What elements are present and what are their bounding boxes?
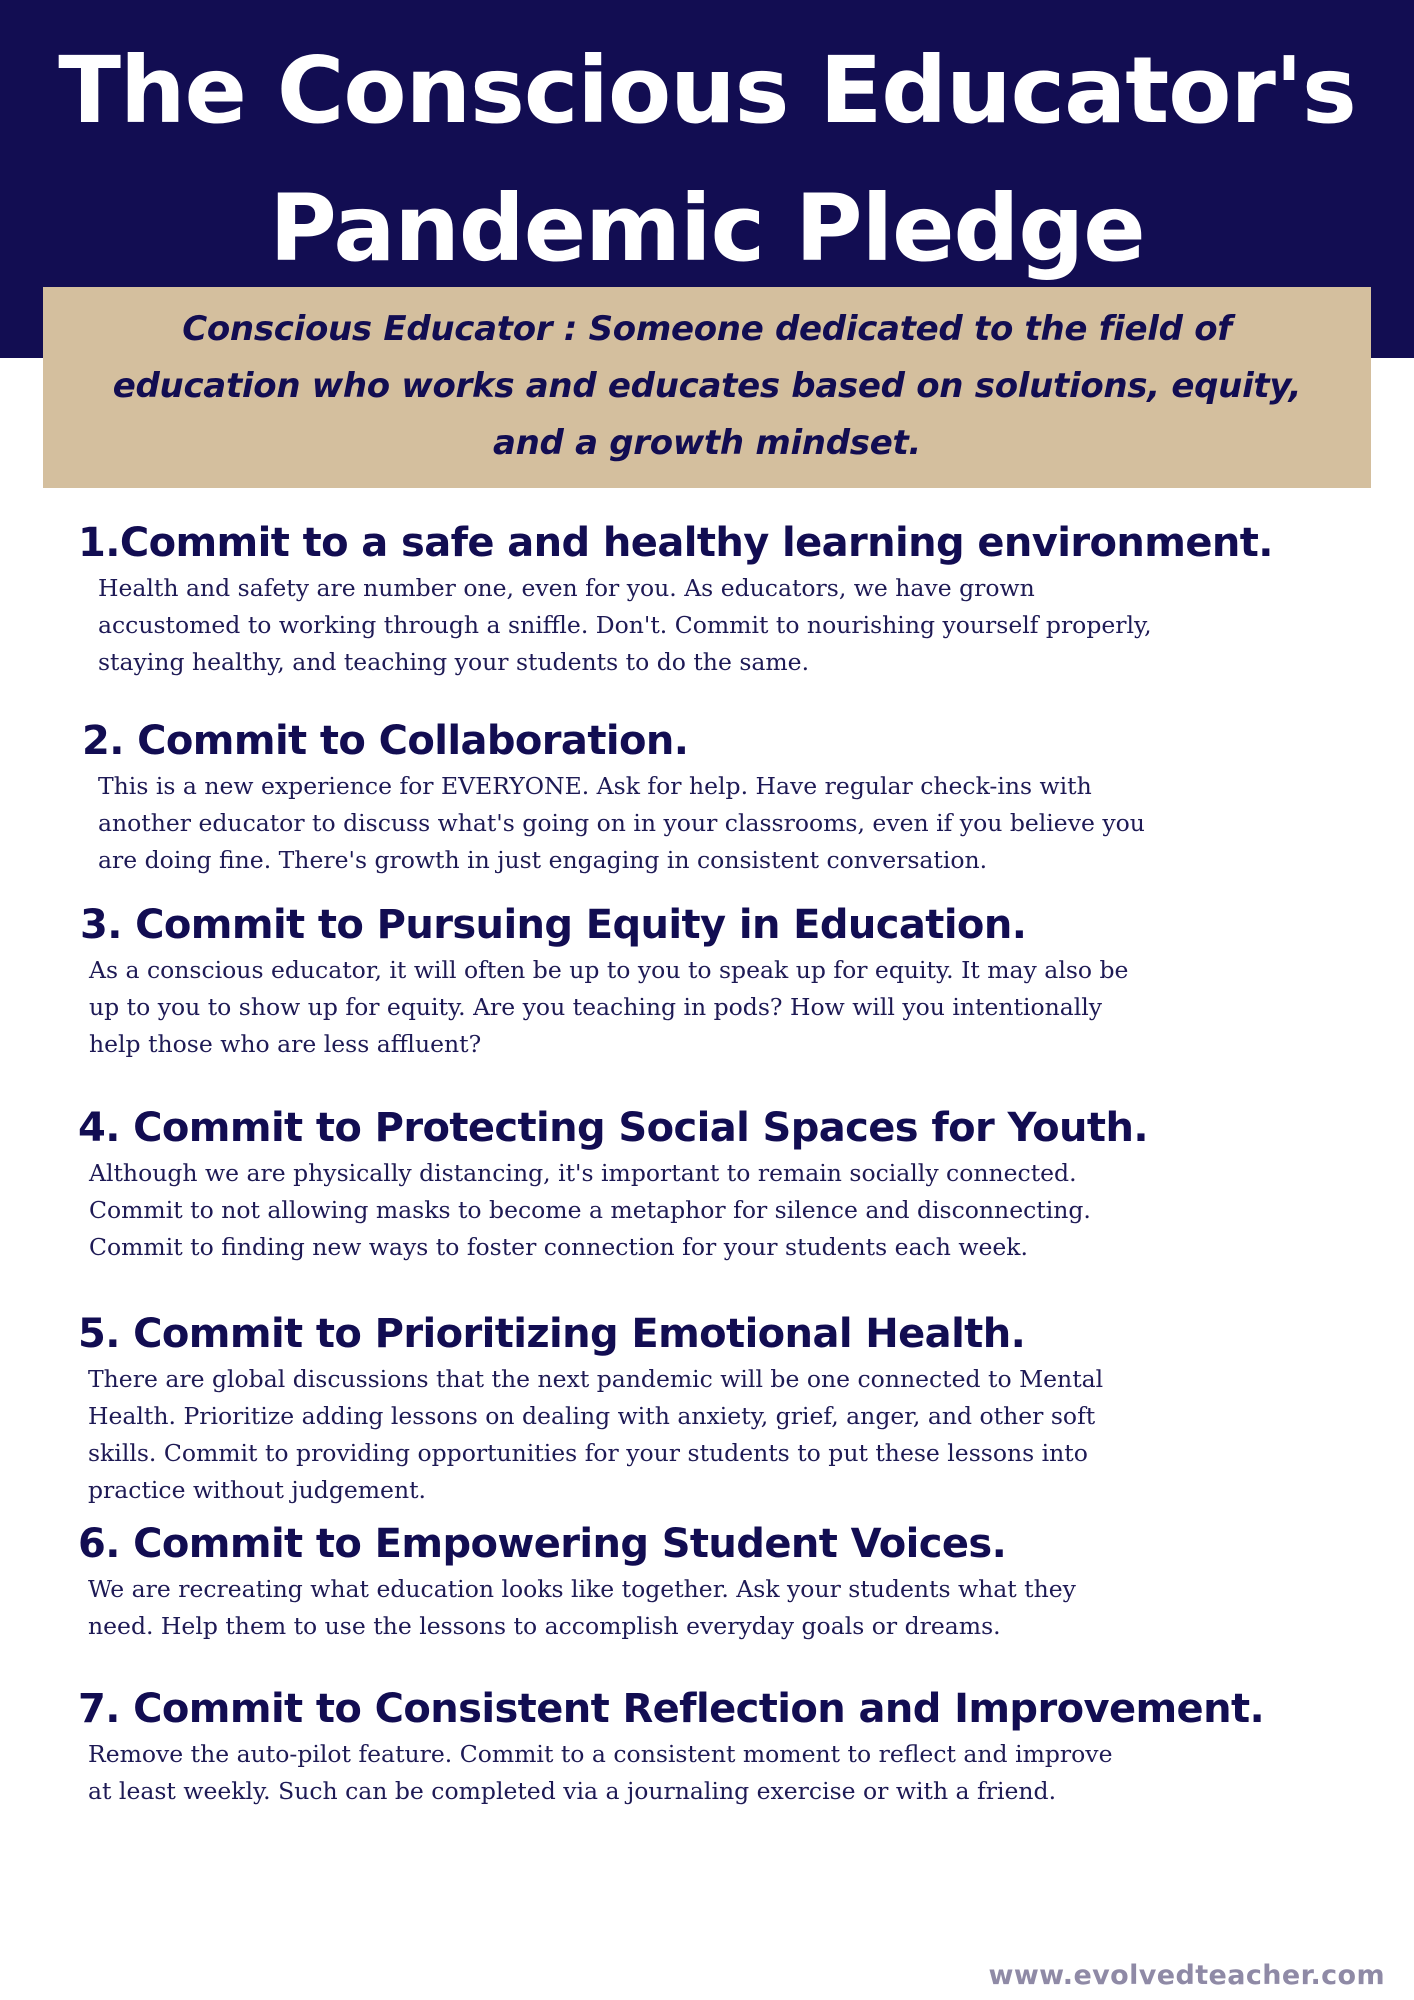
definition-line-1: Conscious Educator : Someone dedicated to the field of bbox=[182, 309, 1232, 349]
pledge-body: We are recreating what education looks like together. Ask your students what they need. Help them to use the lessons to accomplish everyday goals or dreams. bbox=[88, 1575, 1076, 1640]
page-title bbox=[0, 22, 1414, 298]
pledge-heading: 1.Commit to a safe and healthy learning environment. bbox=[78, 520, 1273, 566]
pledge-body: Remove the auto-pilot feature. Commit to a consistent moment to reflect and improve at least weekly. Such can be completed via a journaling exercise or with a friend. bbox=[88, 1740, 1113, 1805]
definition-line-2: education who works and educates based on solutions, equity, bbox=[112, 366, 1302, 406]
pledge-heading: 4. Commit to Protecting Social Spaces for Youth. bbox=[78, 1105, 1148, 1151]
pledge-heading: 5. Commit to Prioritizing Emotional Health. bbox=[78, 1311, 1026, 1357]
pledge-body: There are global discussions that the next pandemic will be one connected to Mental Health. Prioritize adding lessons on dealing with anxiety, grief, anger, and other soft skills. Commit to providing opportunities for your students to put these lessons into practice without judgement. bbox=[88, 1365, 1104, 1504]
footer-url: www.evolvedteacher.com bbox=[988, 1960, 1385, 1991]
pledge-body: As a conscious educator, it will often be up to you to speak up for equity. It may also be up to you to show up for equity. Are you teaching in pods? How will you intentionally help those who are less affluent? bbox=[89, 956, 1129, 1058]
pledge-heading: 2. Commit to Collaboration. bbox=[82, 718, 689, 764]
definition-box bbox=[43, 287, 1371, 488]
pledge-heading: 3. Commit to Pursuing Equity in Education. bbox=[80, 902, 1027, 948]
page-title-line-2: Pandemic Pledge bbox=[269, 175, 1145, 282]
pledge-heading: 6. Commit to Empowering Student Voices. bbox=[78, 1521, 1007, 1567]
pledge-body: This is a new experience for EVERYONE. Ask for help. Have regular check-ins with another educator to discuss what's going on in your classrooms, even if you believe you are doing fine. There's growth in just engaging in consistent conversation. bbox=[98, 772, 1145, 874]
definition-line-3: and a growth mindset. bbox=[492, 423, 922, 463]
pledge-heading: 7. Commit to Consistent Reflection and Improvement. bbox=[78, 1686, 1265, 1732]
pledge-body: Although we are physically distancing, it's important to remain socially connected. Commit to not allowing masks to become a metaphor for silence and disconnecting. Commit to finding new ways to foster connection for your students each week. bbox=[89, 1159, 1091, 1261]
page-title-line-1: The Conscious Educator's bbox=[58, 37, 1356, 144]
pledge-body: Health and safety are number one, even for you. As educators, we have grown accustomed to working through a sniffle. Don't. Commit to nourishing yourself properly, staying healthy, and teaching your students to do the same. bbox=[98, 574, 1152, 676]
